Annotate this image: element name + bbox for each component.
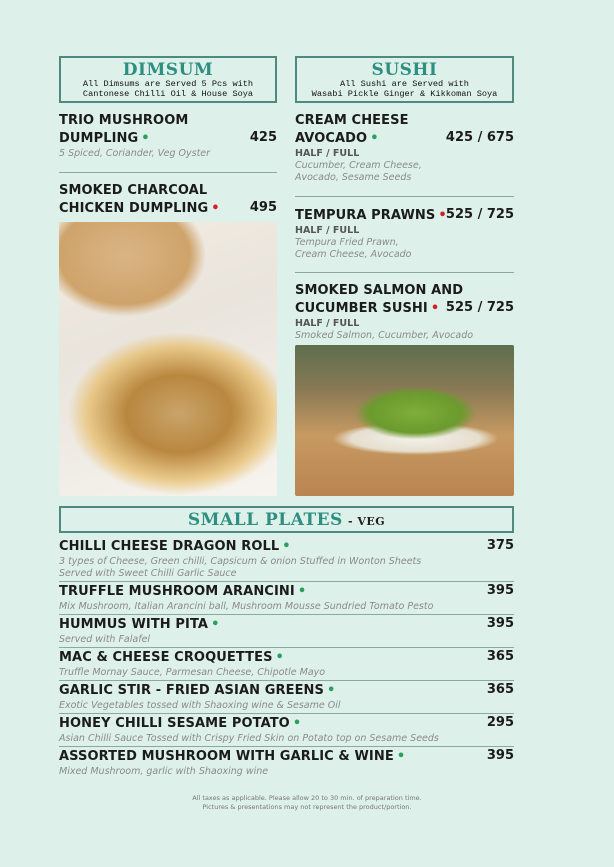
menu-item (59, 682, 514, 712)
dimsum-column (59, 112, 277, 218)
item-description: Served with Falafel (59, 634, 151, 645)
dimsum-title: DIMSUM (122, 60, 214, 80)
menu-item (59, 182, 277, 218)
item-name: TRUFFLE MUSHROOM ARANCINI (59, 584, 295, 599)
item-price: 425 (249, 130, 277, 145)
item-name: TRIO MUSHROOM (59, 113, 189, 128)
size-label: HALF / FULL (295, 148, 360, 159)
item-price: 375 (486, 538, 514, 553)
item-description: Cucumber, Cream Cheese, Avocado, Sesame Seeds (295, 160, 422, 183)
divider (59, 614, 514, 615)
veg-dot-icon: • (327, 683, 336, 698)
size-label: HALF / FULL (295, 318, 360, 329)
item-name: GARLIC STIR - FRIED ASIAN GREENS (59, 683, 324, 698)
small-plates-suffix: - VEG (347, 515, 386, 528)
dumpling-photo (59, 222, 277, 496)
item-name: DUMPLING (59, 131, 139, 146)
item-name: AVOCADO (295, 131, 368, 146)
item-name: CHICKEN DUMPLING (59, 201, 209, 216)
item-description: Smoked Salmon, Cucumber, Avocado (295, 330, 474, 341)
item-price: 395 (486, 583, 514, 598)
dimsum-header (59, 56, 277, 103)
item-price: 365 (486, 682, 514, 697)
menu-item (295, 207, 514, 261)
veg-dot-icon: • (292, 716, 302, 731)
item-name: CUCUMBER SUSHI (295, 301, 428, 316)
item-name: SMOKED CHARCOAL (59, 183, 208, 198)
item-price: 365 (486, 649, 514, 664)
menu-item (59, 649, 514, 679)
item-name: CREAM CHEESE (295, 113, 409, 128)
item-name: MAC & CHEESE CROQUETTES (59, 650, 273, 665)
item-name: ASSORTED MUSHROOM WITH GARLIC & WINE (59, 749, 394, 764)
item-price: 425 / 675 (445, 130, 514, 145)
item-description: 3 types of Cheese, Green chilli, Capsicum & onion Stuffed in Wonton Sheets (59, 556, 422, 567)
menu-item (295, 112, 514, 184)
menu-item (59, 616, 514, 646)
item-description: Asian Chilli Sauce Tossed with Crispy Fried Skin on Potato top on Sesame Seeds (59, 733, 439, 744)
item-description: 5 Spiced, Coriander, Veg Oyster (59, 148, 211, 159)
menu-item (59, 715, 514, 745)
divider (59, 713, 514, 714)
item-description: Mixed Mushroom, garlic with Shaoxing wine (59, 766, 269, 777)
divider (59, 647, 514, 648)
menu-item (59, 583, 514, 613)
item-name: SMOKED SALMON AND (295, 283, 464, 298)
divider (59, 172, 277, 173)
item-description: Mix Mushroom, Italian Arancini ball, Mushroom Mousse Sundried Tomato Pesto (59, 601, 434, 612)
item-description: Tempura Fried Prawn, Cream Cheese, Avocado (295, 237, 412, 260)
menu-item (59, 538, 514, 580)
size-label: HALF / FULL (295, 225, 360, 236)
dimsum-note: All Dimsums are Served 5 Pcs with Cantonese Chilli Oil & House Soya (82, 79, 254, 99)
item-price: 525 / 725 (445, 300, 514, 315)
footer-note: All taxes as applicable. Please allow 20 to 30 min. of preparation time. Pictures & presentations may not represent the product/portion. (192, 794, 422, 811)
divider (59, 680, 514, 681)
item-name: TEMPURA PRAWNS (295, 208, 436, 223)
veg-dot-icon: • (297, 584, 307, 599)
sushi-title: SUSHI (371, 60, 438, 80)
veg-dot-icon: • (396, 749, 406, 764)
sushi-header (295, 56, 514, 103)
item-price: 525 / 725 (445, 207, 514, 222)
veg-dot-icon: • (211, 617, 220, 632)
sushi-column (295, 112, 514, 342)
sushi-note: All Sushi are Served with Wasabi Pickle Ginger & Kikkoman Soya (311, 79, 498, 99)
menu-item (59, 112, 277, 160)
menu-item (59, 748, 514, 778)
non-veg-dot-icon: • (438, 208, 447, 223)
item-price: 395 (486, 616, 514, 631)
item-description: Served with Sweet Chilli Garlic Sauce (59, 568, 237, 579)
menu-item (295, 282, 514, 342)
item-name: HUMMUS WITH PITA (59, 617, 209, 632)
small-plates-header (59, 506, 514, 533)
divider (59, 581, 514, 582)
veg-dot-icon: • (282, 539, 291, 554)
item-description: Exotic Vegetables tossed with Shaoxing wine & Sesame Oil (59, 700, 341, 711)
sushi-photo (295, 345, 514, 496)
item-name: CHILLI CHEESE DRAGON ROLL (59, 539, 280, 554)
non-veg-dot-icon: • (430, 301, 440, 316)
item-price: 395 (486, 748, 514, 763)
non-veg-dot-icon: • (211, 201, 220, 216)
item-name: HONEY CHILLI SESAME POTATO (59, 716, 290, 731)
veg-dot-icon: • (370, 131, 379, 146)
divider (295, 272, 514, 273)
divider (59, 746, 514, 747)
item-description: Truffle Mornay Sauce, Parmesan Cheese, Chipotle Mayo (59, 667, 326, 678)
veg-dot-icon: • (141, 131, 150, 146)
item-price: 295 (486, 715, 514, 730)
veg-dot-icon: • (275, 650, 284, 665)
item-price: 495 (249, 200, 277, 215)
small-plates-title: SMALL PLATES (187, 510, 343, 530)
divider (295, 196, 514, 197)
